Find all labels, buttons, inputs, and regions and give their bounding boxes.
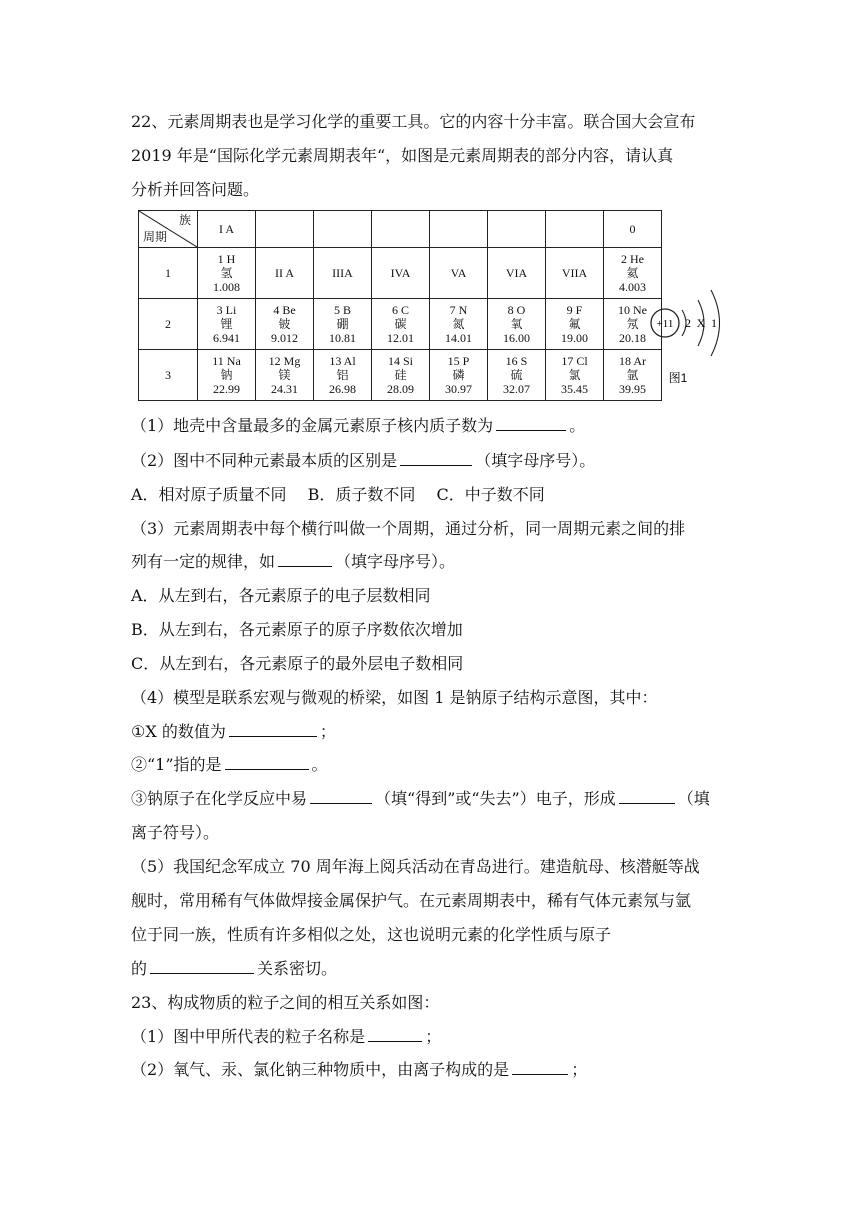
- group-header: 0: [604, 211, 662, 248]
- q22-part5-line3: 位于同一族，性质有许多相似之处，这也说明元素的化学性质与原子: [131, 925, 612, 944]
- element-cell: 18 Ar 氩 39.95: [604, 350, 662, 401]
- answer-blank[interactable]: [368, 1025, 422, 1042]
- element-cell: 13 Al 铝 26.98: [314, 350, 372, 401]
- q22-intro-line3: 分析并回答问题。: [131, 180, 260, 199]
- group-label-cell: IVA: [372, 248, 430, 299]
- element-cell: 10 Ne 氖 20.18: [604, 299, 662, 350]
- element-cell: 9 F 氟 19.00: [546, 299, 604, 350]
- q22-part5-line1: （5）我国纪念军成立 70 周年海上阅兵活动在青岛进行。建造航母、核潜艇等战: [131, 857, 700, 876]
- element-cell: 4 Be 铍 9.012: [256, 299, 314, 350]
- answer-blank[interactable]: [400, 449, 472, 466]
- q22-part5-line2: 舰时，常用稀有气体做焊接金属保护气。在元素周期表中，稀有气体元素氖与氩: [131, 891, 692, 910]
- group-header: [372, 211, 430, 248]
- element-cell: 7 N 氮 14.01: [430, 299, 488, 350]
- q23-intro: 23、构成物质的粒子之间的相互关系如图：: [131, 993, 440, 1012]
- table-row: [139, 248, 662, 299]
- element-cell: 8 O 氧 16.00: [488, 299, 546, 350]
- element-cell: 16 S 硫 32.07: [488, 350, 546, 401]
- answer-blank[interactable]: [225, 753, 309, 770]
- group-header: [430, 211, 488, 248]
- answer-blank[interactable]: [496, 414, 566, 431]
- q22-part4-c: ③钠原子在化学反应中易 （填“得到”或“失去”）电子，形成 （填: [131, 789, 710, 808]
- q22-part3-option-a: A．从左到右，各元素原子的电子层数相同: [131, 586, 431, 605]
- q22-part4-a: ①X 的数值为 ；: [131, 722, 336, 741]
- element-cell: 3 Li 锂 6.941: [198, 299, 256, 350]
- answer-blank[interactable]: [150, 957, 254, 974]
- q22-part5-line4: 的 关系密切。: [131, 959, 338, 978]
- q22-part3-line1: （3）元素周期表中每个横行叫做一个周期，通过分析，同一周期元素之间的排: [131, 519, 686, 538]
- table-row: [139, 299, 662, 350]
- answer-blank[interactable]: [512, 1058, 568, 1075]
- answer-blank[interactable]: [278, 550, 332, 567]
- answer-blank[interactable]: [619, 787, 675, 804]
- group-label-cell: IIIA: [314, 248, 372, 299]
- group-label-cell: II A: [256, 248, 314, 299]
- q22-part2-options: A．相对原子质量不同 B．质子数不同 C．中子数不同: [131, 485, 545, 504]
- group-header: [314, 211, 372, 248]
- q23-part2: （2）氧气、汞、氯化钠三种物质中，由离子构成的是 ；: [131, 1060, 588, 1079]
- table-corner: [139, 211, 198, 248]
- element-cell: 17 Cl 氯 35.45: [546, 350, 604, 401]
- element-cell: 12 Mg 镁 24.31: [256, 350, 314, 401]
- group-label-cell: VIIA: [546, 248, 604, 299]
- element-cell: 15 P 磷 30.97: [430, 350, 488, 401]
- q23-part1: （1）图中甲所代表的粒子名称是 ；: [131, 1027, 442, 1046]
- answer-blank[interactable]: [310, 787, 372, 804]
- element-cell: 14 Si 硅 28.09: [372, 350, 430, 401]
- q22-part3-line2: 列有一定的规律，如 （填字母序号）。: [131, 552, 456, 571]
- element-cell-h: 1 H 氢 1.008: [198, 248, 256, 299]
- corner-period-label: 周期: [143, 230, 168, 244]
- figure-caption: 图1: [668, 371, 688, 385]
- answer-blank[interactable]: [229, 720, 317, 737]
- shell-3-electrons: 1: [711, 316, 717, 330]
- group-header: [488, 211, 546, 248]
- period-label: 2: [139, 299, 198, 350]
- element-cell-he: 2 He 氦 4.003: [604, 248, 662, 299]
- shell-2-electrons: X: [696, 316, 706, 330]
- q22-part4-c-line2: 离子符号）。: [131, 823, 220, 842]
- element-cell: 11 Na 钠 22.99: [198, 350, 256, 401]
- element-cell: 5 B 硼 10.81: [314, 299, 372, 350]
- period-label: 1: [139, 248, 198, 299]
- q22-part4-b: ②“1”指的是 。: [131, 755, 328, 774]
- group-header: [546, 211, 604, 248]
- q22-part2: （2）图中不同种元素最本质的区别是 （填字母序号）。: [131, 451, 596, 470]
- q22-intro-line2: 2019 年是“国际化学元素周期表年“，如图是元素周期表的部分内容，请认真: [131, 146, 674, 165]
- q22-part3-option-b: B．从左到右，各元素原子的原子序数依次增加: [131, 620, 463, 639]
- nucleus-label: +11: [656, 318, 674, 330]
- table-row: [139, 350, 662, 401]
- q22-part4: （4）模型是联系宏观与微观的桥梁，如图 1 是钠原子结构示意图，其中：: [131, 688, 658, 707]
- q22-part3-option-c: C．从左到右，各元素原子的最外层电子数相同: [131, 654, 464, 673]
- periodic-table: [138, 210, 662, 401]
- shell-1-electrons: 2: [685, 316, 691, 330]
- q22-intro-line1: 22、元素周期表也是学习化学的重要工具。它的内容十分丰富。联合国大会宣布: [131, 112, 696, 131]
- group-label-cell: VIA: [488, 248, 546, 299]
- group-header: I A: [198, 211, 256, 248]
- q22-part1: （1）地壳中含量最多的金属元素原子核内质子数为 。: [131, 416, 586, 435]
- period-label: 3: [139, 350, 198, 401]
- corner-group-label: 族: [178, 213, 191, 227]
- sodium-atom-diagram: [648, 272, 748, 392]
- element-cell: 6 C 碳 12.01: [372, 299, 430, 350]
- group-header: [256, 211, 314, 248]
- group-label-cell: VA: [430, 248, 488, 299]
